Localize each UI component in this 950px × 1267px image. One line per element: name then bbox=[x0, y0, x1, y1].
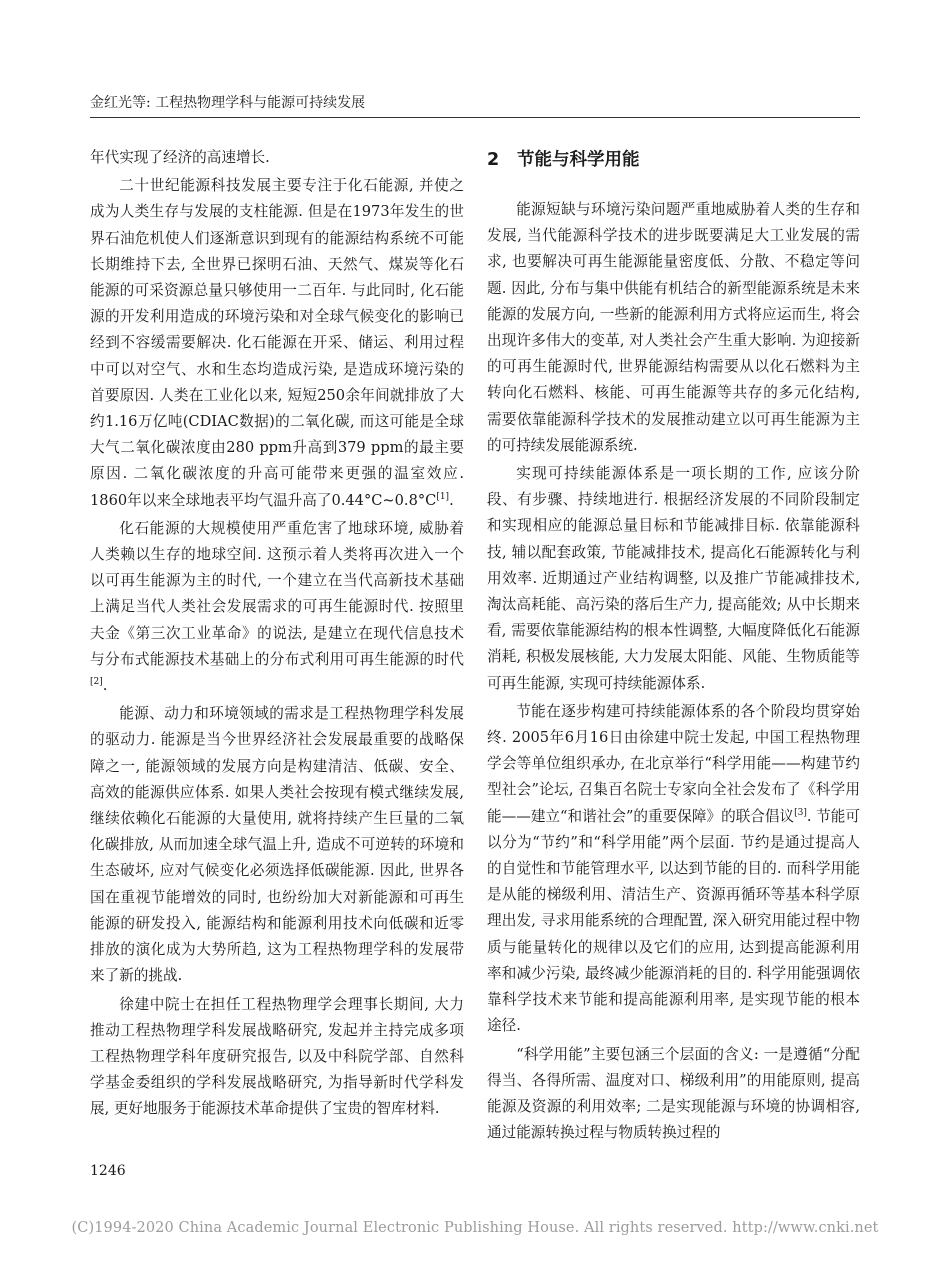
paragraph bbox=[90, 173, 464, 514]
paragraph-text: 节能在逐步构建可持续能源体系的各个阶段均贯穿始终. 2005年6月16日由徐建中院士发起, 中国工程热物理学会等单位组织承办, 在北京举行“科学用能——构建节约型社会”论坛, 召集百名院士专家向全社会发布了《科学用能——建立“和谐社会”的重要保障》的联合倡议 bbox=[487, 702, 860, 825]
paragraph-text: . 节能可以分为“节约”和“科学用能”两个层面. 节约是通过提高人的自觉性和节能管理水平, 以达到节能的目的. 而科学用能是从能的梯级利用、清洁生产、资源再循环等基本科学原理出发, 寻求用能系统的合理配置, 深入研究用能过程中物质与能量转化的规律以及它们的应用, 达到提高能源利用率和减少污染, 最终减少能源消耗的目的. 科学用能强调依靠科学技术来节能和提高能源利用率, 是实现节能的根本途径. bbox=[487, 807, 860, 1035]
citation-ref[interactable]: [1] bbox=[436, 491, 450, 502]
citation-ref[interactable]: [3] bbox=[794, 807, 807, 818]
page-number: 1246 bbox=[90, 1163, 126, 1179]
right-column bbox=[487, 145, 860, 1146]
section-number: 2 bbox=[487, 150, 500, 170]
section-title: 节能与科学用能 bbox=[517, 150, 640, 170]
header-rule bbox=[90, 117, 860, 118]
copyright-watermark: (C)1994-2020 China Academic Journal Electronic Publishing House. All rights reserved. http://www.cnki.net bbox=[71, 1220, 879, 1236]
paragraph-continued: 年代实现了经济的高速增长. bbox=[90, 149, 270, 166]
paragraph bbox=[90, 516, 464, 699]
paragraph-text: 化石能源的大规模使用严重危害了地球环境, 威胁着人类赖以生存的地球空间. 这预示着人类将再次进入一个以可再生能源为主的时代, 一个建立在当代高新技术基础上满足当代人类社会发展需求的可再生能源时代. 按照里夫金《第三次工业革命》的说法, 是建立在现代信息技术与分布式能源技术基础上的分布式利用可再生能源的时代 bbox=[90, 519, 464, 668]
running-head: 金红光等: 工程热物理学科与能源可持续发展 bbox=[90, 95, 366, 111]
section-heading bbox=[487, 145, 860, 175]
paragraph: 徐建中院士在担任工程热物理学会理事长期间, 大力推动工程热物理学科发展战略研究, 发起并主持完成多项工程热物理学科年度研究报告, 以及中科院学部、自然科学基金委组织的学科发展战略研究, 为指导新时代学科发展, 更好地服务于能源技术革命提供了宝贵的智库材料. bbox=[90, 995, 464, 1118]
paragraph: 实现可持续能源体系是一项长期的工作, 应该分阶段、有步骤、持续地进行. 根据经济发展的不同阶段制定和实现相应的能源总量目标和节能减排目标. 依靠能源科技, 辅以配套政策, 节能减排技术, 提高化石能源转化与利用效率. 近期通过产业结构调整, 以及推广节能减排技术, 淘汰高耗能、高污染的落后生产力, 提高能效; 从中长期来看, 需要依靠能源结构的根本性调整, 大幅度降低化石能源消耗, 积极发展核能, 大力发展太阳能、风能、生物质能等可再生能源, 实现可持续能源体系. bbox=[487, 465, 860, 692]
paragraph: “科学用能”主要包涵三个层面的含义: 一是遵循“分配得当、各得所需、温度对口、梯级利用”的用能原则, 提高能源及资源的利用效率; 二是实现能源与环境的协调相容, 通过能源转换过程与物质转换过程的 bbox=[487, 1045, 860, 1142]
paragraph-end: . bbox=[102, 677, 108, 695]
citation-ref[interactable]: [2] bbox=[90, 677, 103, 688]
paragraph-text: 二十世纪能源科技发展主要专注于化石能源, 并使之成为人类生存与发展的支柱能源. 但是在1973年发生的世界石油危机使人们逐渐意识到现有的能源结构系统不可能长期维持下去, 全世界已探明石油、天然气、煤炭等化石能源的可采资源总量只够使用一二百年. 与此同时, 化石能源的开发利用造成的环境污染和对全球气候变化的影响已经到不容缓需要解决. 化石能源在开采、储运、利用过程中可以对空气、水和生态均造成污染, 是造成环境污染的首要原因. 人类在工业化以来, 短短250余年间就排放了大约1.16万亿吨(CDIAC数据)的二氧化碳, 而这可能是全球大气二氧化碳浓度由280 ppm升高到379 ppm的最主要原因. 二氧化碳浓度的升高可能带来更强的温室效应. 1860年以来全球地表平均气温升高了0.44°C~0.8°C bbox=[90, 177, 464, 509]
paragraph: 能源、动力和环境领域的需求是工程热物理学科发展的驱动力. 能源是当今世界经济社会发展最重要的战略保障之一, 能源领域的发展方向是构建清洁、低碳、安全、高效的能源供应体系. 如果人类社会按现有模式继续发展, 继续依赖化石能源的大量使用, 就将持续产生巨量的二氧化碳排放, 从而加速全球气温上升, 造成不可逆转的环境和生态破坏, 应对气候变化必须选择低碳能源. 因此, 世界各国在重视节能增效的同时, 也纷纷加大对新能源和可再生能源的研发投入, 能源结构和能源利用技术向低碳和近零排放的演化成为大势所趋, 这为工程热物理学科的发展带来了新的挑战. bbox=[90, 705, 464, 985]
paragraph bbox=[487, 699, 860, 1040]
paragraph: 能源短缺与环境污染问题严重地威胁着人类的生存和发展, 当代能源科学技术的进步既要满足大工业发展的需求, 也要解决可再生能源能量密度低、分散、不稳定等问题. 因此, 分布与集中供能有机结合的新型能源系统是未来能源的发展方向, 一些新的能源利用方式将应运而生, 将会出现许多伟大的变革, 对人类社会产生重大影响. 为迎接新的可再生能源时代, 世界能源结构需要从以化石燃料为主转向化石燃料、核能、可再生能源等共存的多元化结构, 需要依靠能源科学技术的发展推动建立以可再生能源为主的可持续发展能源系统. bbox=[487, 201, 860, 454]
left-column bbox=[90, 145, 464, 1123]
paragraph-end: . bbox=[449, 491, 454, 509]
